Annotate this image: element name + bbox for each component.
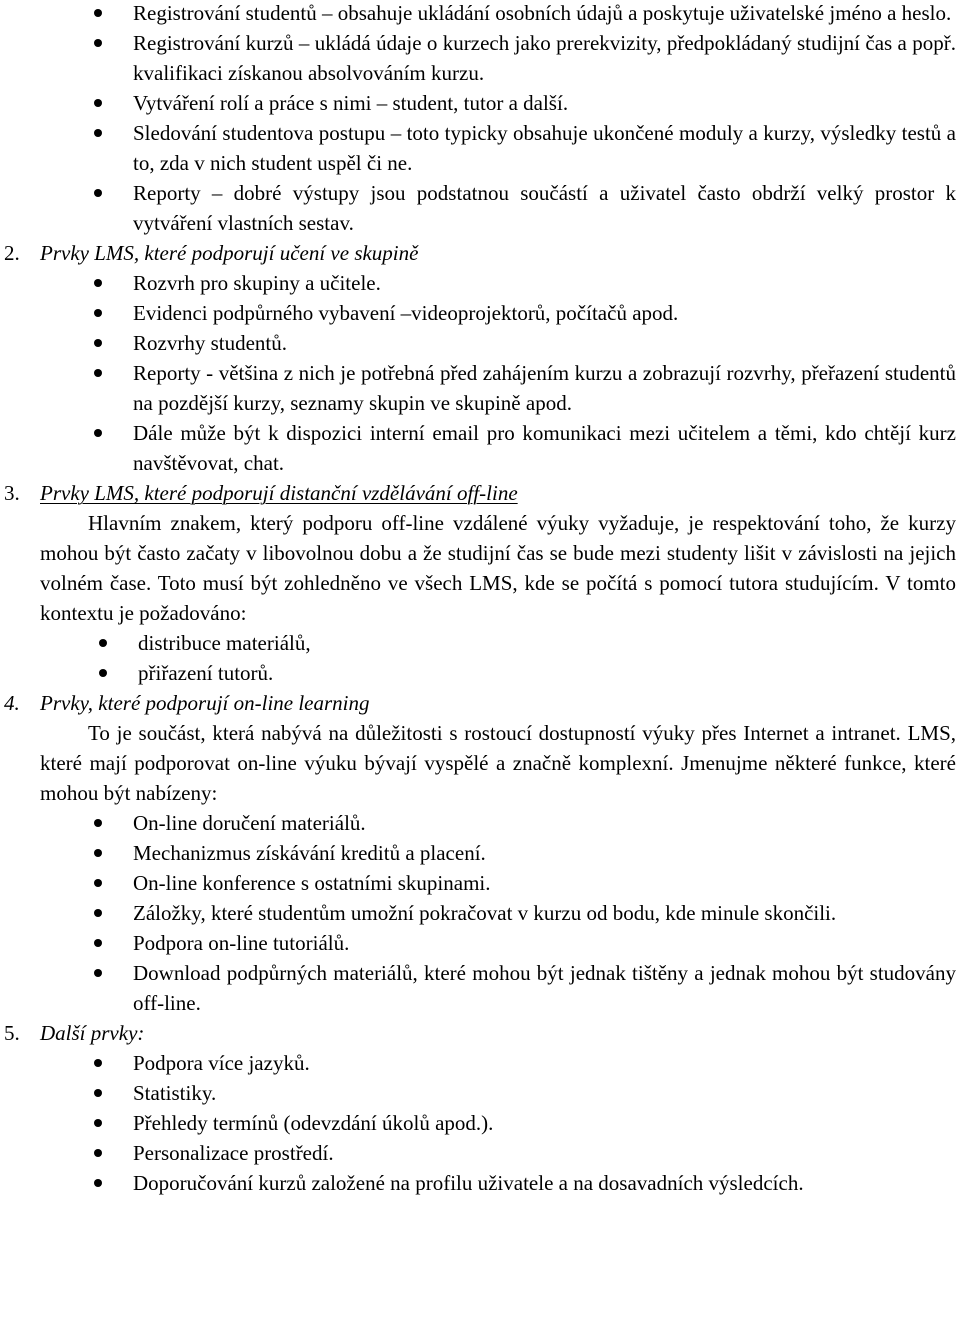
list-item: Rozvrh pro skupiny a učitele.	[0, 268, 960, 298]
section-4-list	[0, 808, 960, 1018]
section-4-paragraph: To je součást, která nabývá na důležitosti s rostoucí dostupností výuky přes Internet a intranet. LMS, které mají podporovat on-line výuku bývají vyspělé a značně komplexní. Jmenujme některé funkce, které mohou být nabízeny:	[40, 721, 956, 805]
section-number: 3.	[4, 481, 20, 505]
section-number: 2.	[4, 241, 20, 265]
section-3-paragraph: Hlavním znakem, který podporu off-line vzdálené výuky vyžaduje, je respektování toho, že kurzy mohou být často začaty v libovolnou dobu a že studijní čas se bude mezi studenty lišit v závislosti na jejich volném čase. Toto musí být zohledněno ve všech LMS, kde se počítá s pomocí tutora studujícím. V tomto kontextu je požadováno:	[40, 511, 956, 625]
list-item: Mechanizmus získávání kreditů a placení.	[0, 838, 960, 868]
section-number: 5.	[4, 1021, 20, 1045]
list-item: Vytváření rolí a práce s nimi – student, tutor a další.	[0, 88, 960, 118]
section-title: Prvky LMS, které podporují distanční vzdělávání off-line	[40, 481, 518, 505]
section-number: 4.	[4, 691, 20, 715]
section-4-heading	[0, 688, 960, 718]
list-item: On-line doručení materiálů.	[0, 808, 960, 838]
section-2-heading	[0, 238, 960, 268]
list-item: Dále může být k dispozici interní email pro komunikaci mezi učitelem a těmi, kdo chtějí kurz navštěvovat, chat.	[0, 418, 960, 478]
list-item: Přehledy termínů (odevzdání úkolů apod.).	[0, 1108, 960, 1138]
section-title: Prvky LMS, které podporují učení ve skupině	[40, 241, 419, 265]
section-2-list	[0, 268, 960, 478]
list-item: Reporty - většina z nich je potřebná před zahájením kurzu a zobrazují rozvrhy, přeřazení studentů na pozdější kurzy, seznamy skupin ve skupině apod.	[0, 358, 960, 418]
list-item: Download podpůrných materiálů, které mohou být jednak tištěny a jednak mohou být studovány off-line.	[0, 958, 960, 1018]
list-item: přiřazení tutorů.	[0, 658, 960, 688]
list-item: Registrování studentů – obsahuje ukládání osobních údajů a poskytuje uživatelské jméno a heslo.	[0, 0, 960, 28]
list-item: Rozvrhy studentů.	[0, 328, 960, 358]
list-item: Statistiky.	[0, 1078, 960, 1108]
section-5-list	[0, 1048, 960, 1198]
list-item: On-line konference s ostatními skupinami.	[0, 868, 960, 898]
section-title: Prvky, které podporují on-line learning	[40, 691, 370, 715]
list-item: Registrování kurzů – ukládá údaje o kurzech jako prerekvizity, předpokládaný studijní čas a popř. kvalifikaci získanou absolvováním kurzu.	[0, 28, 960, 88]
list-item: Podpora více jazyků.	[0, 1048, 960, 1078]
list-item: Sledování studentova postupu – toto typicky obsahuje ukončené moduly a kurzy, výsledky testů a to, zda v nich student uspěl či ne.	[0, 118, 960, 178]
list-item: Evidenci podpůrného vybavení –videoprojektorů, počítačů apod.	[0, 298, 960, 328]
list-item: Reporty – dobré výstupy jsou podstatnou součástí a uživatel často obdrží velký prostor k vytváření vlastních sestav.	[0, 178, 960, 238]
section-title: Další prvky:	[40, 1021, 145, 1045]
section-5-heading	[0, 1018, 960, 1048]
list-item: distribuce materiálů,	[0, 628, 960, 658]
list-item: Doporučování kurzů založené na profilu uživatele a na dosavadních výsledcích.	[0, 1168, 960, 1198]
list-item: Podpora on-line tutoriálů.	[0, 928, 960, 958]
intro-bullet-list	[0, 0, 960, 238]
list-item: Záložky, které studentům umožní pokračovat v kurzu od bodu, kde minule skončili.	[0, 898, 960, 928]
section-3-list	[0, 628, 960, 688]
list-item: Personalizace prostředí.	[0, 1138, 960, 1168]
section-3-heading	[0, 478, 960, 508]
